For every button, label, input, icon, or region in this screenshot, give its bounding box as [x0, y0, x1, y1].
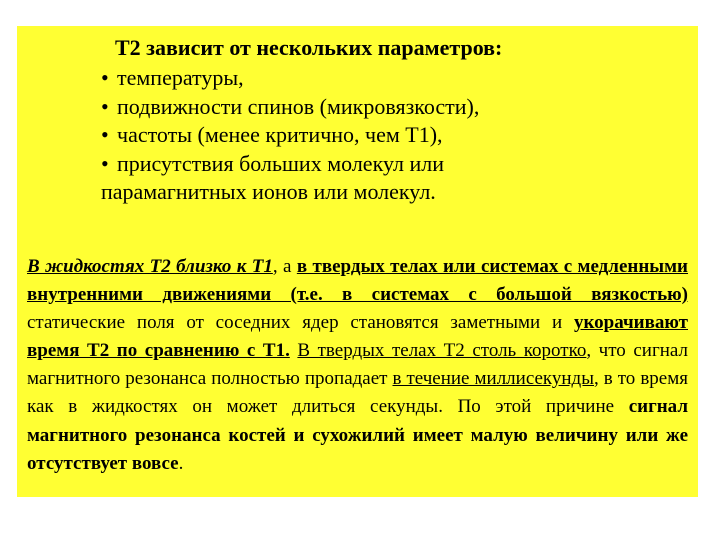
- text-fragment: статические поля от соседних ядер становятся заметными и: [27, 312, 574, 334]
- list-item-text: частоты (менее критично, чем Т1),: [117, 122, 443, 147]
- text-shorten-t2: укорачивают время Т2 по сравнению с Т1.: [27, 312, 688, 362]
- bullet-icon: •: [101, 65, 109, 90]
- list-item: [101, 121, 479, 150]
- list-item: [101, 93, 479, 122]
- body-paragraph: [27, 253, 688, 478]
- list-item: [101, 64, 479, 93]
- text-solids-systems: в твердых телах или системах с медленными внутренними движениями (т.е. в системах с большой вязкостью): [27, 256, 689, 306]
- text-solids-short-t2: В твердых телах Т2 столь коротко: [297, 340, 587, 362]
- bullet-icon: •: [101, 150, 109, 176]
- text-liquids-t2: В жидкостях Т2 близко к Т1: [27, 256, 273, 277]
- bullet-icon: •: [101, 122, 109, 147]
- slide-heading: T2 зависит от нескольких параметров:: [115, 35, 503, 60]
- text-fragment: , что сигнал магнитного резонанса полностью пропадает: [27, 340, 688, 390]
- text-fragment: .: [178, 452, 184, 474]
- list-item: [101, 150, 479, 179]
- list-item-text: температуры,: [117, 65, 244, 90]
- list-item-text: подвижности спинов (микровязкости),: [117, 93, 480, 119]
- text-fragment: , в то время как в жидкостях он может длиться секунды. По этой причине: [27, 368, 688, 418]
- list-item-continuation: парамагнитных ионов или молекул.: [101, 179, 436, 204]
- bullet-icon: •: [101, 93, 109, 119]
- parameter-list: [101, 64, 479, 207]
- text-bone-signal: сигнал магнитного резонанса костей и сухожилий имеет малую величину или же отсутствует вовсе: [27, 396, 688, 474]
- list-item-text: присутствия больших молекул или: [117, 150, 444, 176]
- text-fragment: , а: [272, 256, 297, 277]
- text-millisecond: в течение миллисекунды: [392, 368, 594, 390]
- slide-panel: [17, 26, 698, 497]
